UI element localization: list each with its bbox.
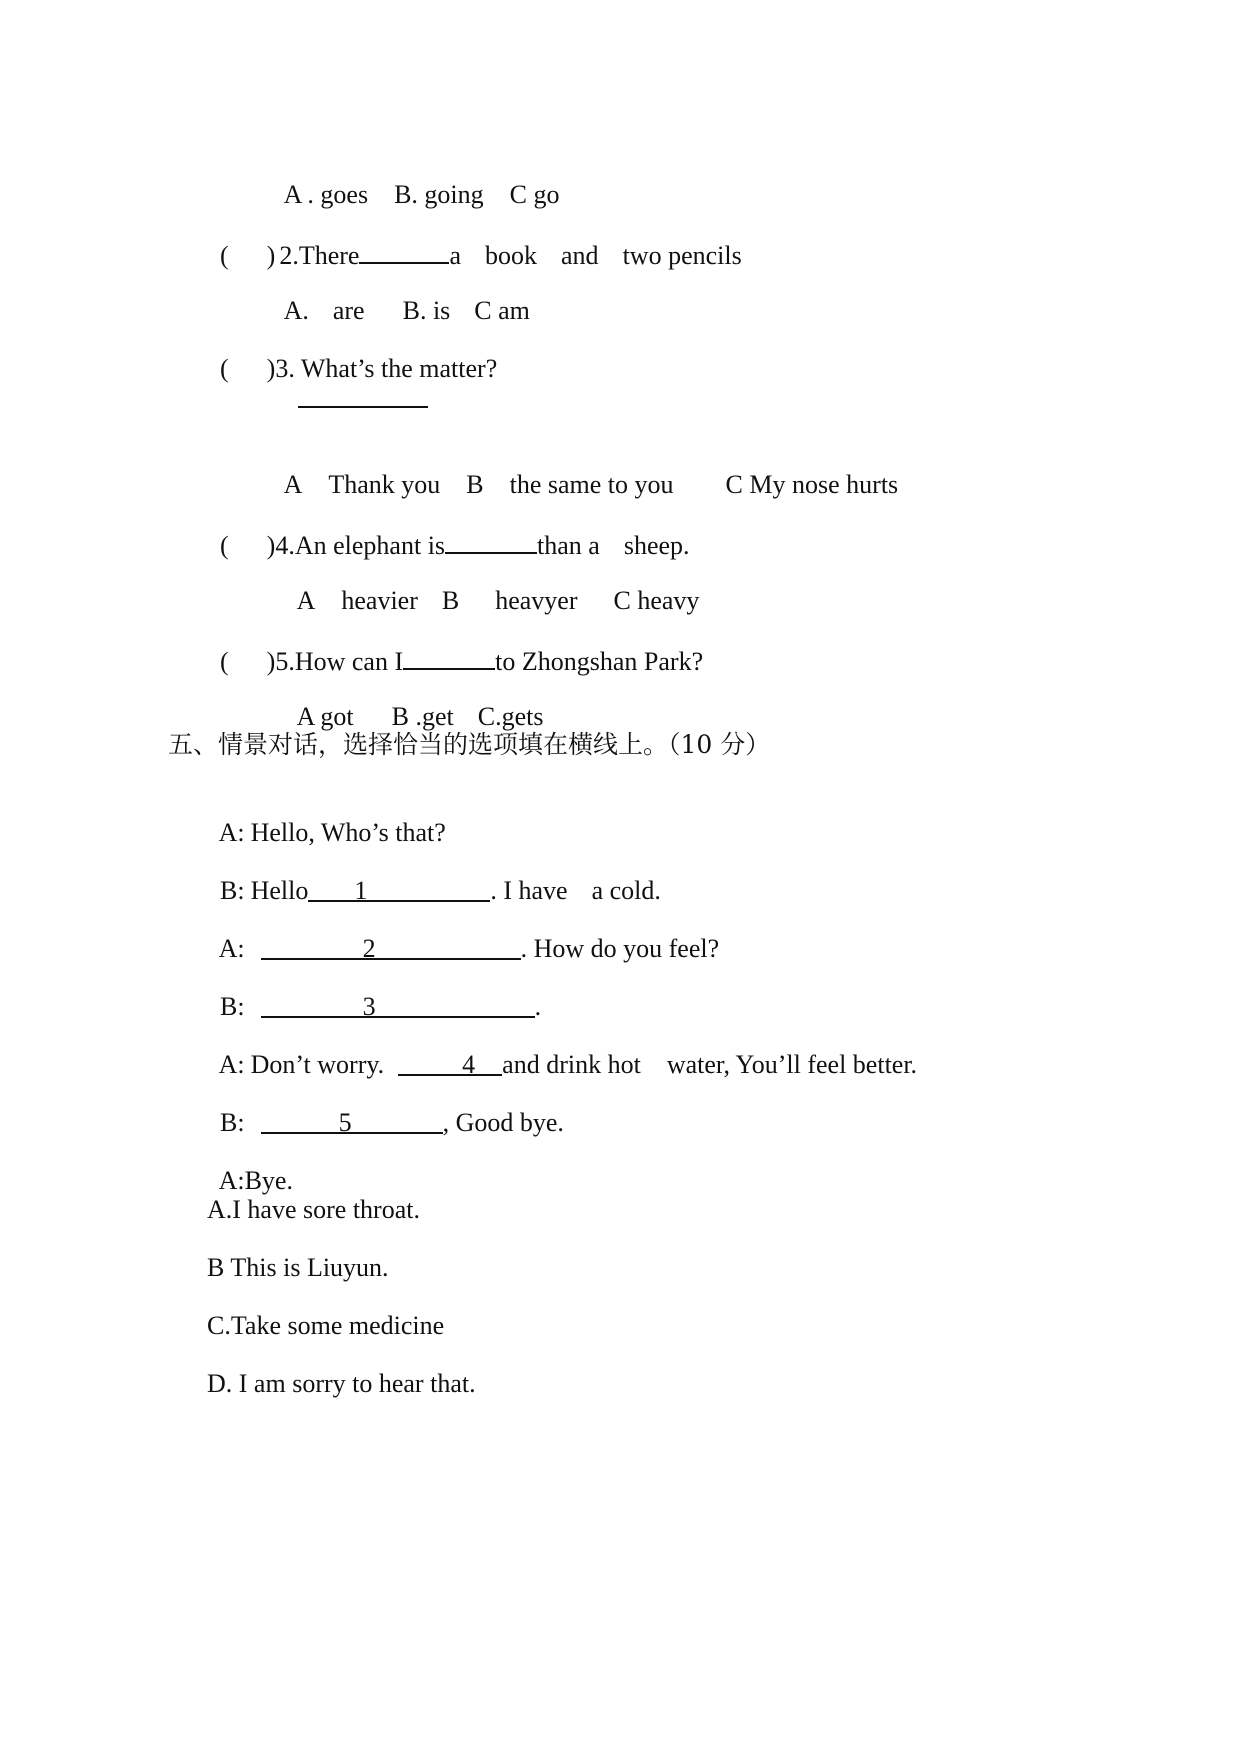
dialogue-text: Hello, Who’s that? — [250, 818, 446, 847]
q2-option-a-label: A. — [283, 296, 309, 325]
dialogue-line-4 — [207, 962, 541, 1022]
dialogue-line-5 — [207, 1020, 917, 1080]
speaker-label: A: — [218, 1166, 245, 1195]
dialogue-line-2 — [207, 846, 661, 906]
speaker-label: A: — [218, 818, 245, 847]
answer-paren-close[interactable]: ) — [266, 241, 276, 270]
speaker-label: A: — [218, 1050, 245, 1079]
question-4 — [207, 498, 690, 561]
q4-blank[interactable] — [445, 528, 537, 554]
dialogue-blank-1[interactable] — [308, 876, 490, 905]
dialogue-blank-2[interactable] — [261, 934, 521, 963]
q2-word: and — [561, 241, 599, 270]
dialogue-text: . I have — [490, 876, 568, 905]
q5-option-b: B .get — [391, 702, 454, 731]
q3-options — [272, 440, 898, 500]
q2-stem: 2.There — [279, 241, 360, 270]
q5-option-c: C.gets — [477, 702, 544, 731]
q2-word: book — [485, 241, 538, 270]
q2-option-c: C am — [474, 296, 530, 325]
speaker-label: B: — [220, 1108, 245, 1137]
dialogue-blank-5[interactable] — [261, 1108, 443, 1137]
q3-option-b-text: the same to you — [509, 470, 674, 499]
answer-paren-open[interactable]: ( — [220, 354, 229, 383]
q3-option-a-label: A — [283, 470, 303, 499]
speaker-label: B: — [220, 992, 245, 1021]
dialogue-line-1 — [207, 788, 446, 848]
q4-suffix-2: sheep. — [623, 531, 690, 560]
answer-paren-close[interactable]: ) — [266, 354, 276, 383]
answer-paren-open[interactable]: ( — [220, 531, 229, 560]
dialogue-blank-4[interactable] — [398, 1050, 502, 1079]
question-5 — [207, 614, 703, 677]
q5-suffix: to Zhongshan Park? — [495, 647, 704, 676]
question-3 — [207, 324, 497, 384]
dialogue-text: Don’t worry. — [250, 1050, 385, 1079]
blank-number: 1 — [354, 876, 368, 905]
q3-option-a-text: Thank you — [328, 470, 441, 499]
answer-paren-close[interactable]: ) — [266, 647, 276, 676]
q1-option-b: B. going — [394, 180, 484, 209]
speaker-label: B: — [220, 876, 245, 905]
choice-c: C.Take some medicine — [207, 1311, 445, 1340]
q3-option-c: C My nose hurts — [725, 470, 899, 499]
q4-option-a-text: heavier — [341, 586, 418, 615]
q3-option-b-label: B — [466, 470, 484, 499]
dialogue-text: Bye. — [244, 1166, 293, 1195]
dialogue-text: water, You’ll feel better. — [666, 1050, 918, 1079]
dialogue-text: , Good bye. — [442, 1108, 564, 1137]
section-5-heading: 五、情景对话，选择恰当的选项填在横线上。（10 分） — [168, 730, 771, 759]
dialogue-text: and drink hot — [502, 1050, 641, 1079]
blank-number: 5 — [338, 1108, 352, 1137]
answer-paren-close[interactable]: ) — [266, 531, 276, 560]
q2-option-a-text: are — [332, 296, 365, 325]
q3-stem: 3. What’s the matter? — [275, 354, 498, 383]
q3-blank[interactable] — [298, 406, 428, 408]
choice-a: A.I have sore throat. — [207, 1195, 420, 1224]
dialogue-text: Hello — [250, 876, 309, 905]
blank-number: 2 — [362, 934, 376, 963]
blank-number: 4 — [462, 1050, 476, 1079]
answer-paren-open[interactable]: ( — [220, 241, 229, 270]
q4-option-b-text: heavyer — [495, 586, 578, 615]
dialogue-line-3 — [207, 904, 719, 964]
q4-option-b-label: B — [441, 586, 460, 615]
q2-word: two pencils — [622, 241, 742, 270]
dialogue-line-7 — [207, 1136, 293, 1196]
q5-options — [285, 672, 544, 732]
answer-paren-open[interactable]: ( — [220, 647, 229, 676]
q2-option-b: B. is — [402, 296, 451, 325]
q5-blank[interactable] — [403, 644, 495, 670]
q5-stem: 5.How can I — [275, 647, 404, 676]
q2-word: a — [449, 241, 462, 270]
q1-options — [272, 150, 560, 210]
q4-suffix: than a — [537, 531, 600, 560]
q2-blank[interactable] — [359, 238, 449, 264]
q5-option-a: A got — [296, 702, 354, 731]
q4-options — [285, 556, 699, 616]
dialogue-line-6 — [207, 1078, 564, 1138]
dialogue-blank-3[interactable] — [261, 992, 535, 1021]
q2-options — [272, 266, 530, 326]
question-2 — [207, 208, 742, 271]
speaker-label: A: — [218, 934, 245, 963]
dialogue-text: a cold. — [591, 876, 661, 905]
q4-stem: 4.An elephant is — [275, 531, 446, 560]
q4-option-c: C heavy — [613, 586, 700, 615]
dialogue-text: . — [534, 992, 542, 1021]
q1-option-a: A . goes — [283, 180, 369, 209]
q1-option-c: C go — [509, 180, 560, 209]
choice-b: B This is Liuyun. — [207, 1253, 389, 1282]
blank-number: 3 — [362, 992, 376, 1021]
dialogue-text: . How do you feel? — [520, 934, 720, 963]
choice-d: D. I am sorry to hear that. — [207, 1369, 476, 1398]
q4-option-a-label: A — [296, 586, 316, 615]
